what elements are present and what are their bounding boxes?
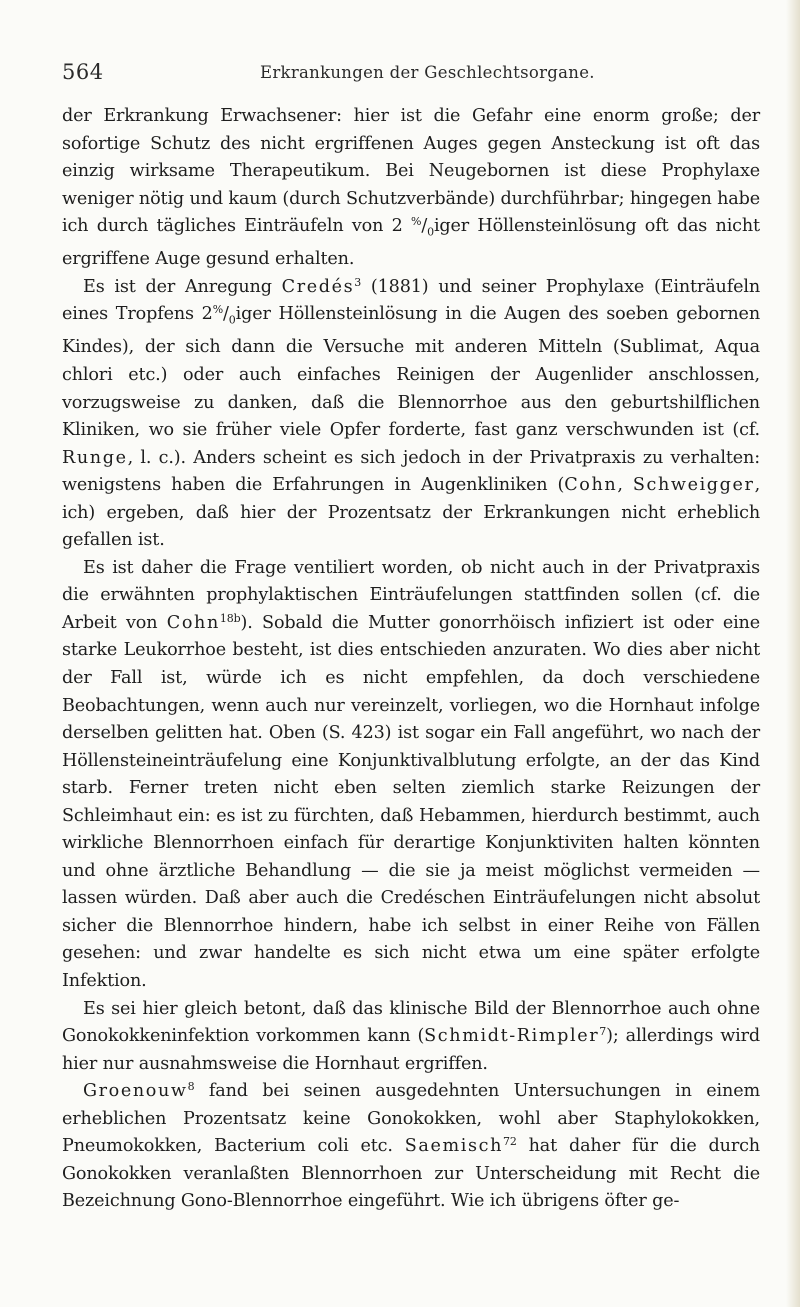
author-name: Groenouw [83, 1081, 188, 1102]
author-name: Cohn [564, 475, 618, 496]
author-name: Schmidt-Rimpler [424, 1026, 600, 1047]
running-head: Erkrankungen der Geschlechtsorgane. [260, 63, 595, 82]
paragraph-3: Es ist daher die Frage ventiliert worden, ob nicht auch in der Privatpraxis die erwähnten prophylaktischen Einträufelungen stattfinden sollen (cf. die Arbeit von Cohn$^{18b}$). Sobald die Mutter gonorrhöisch infiziert ist oder eine starke Leukorrhoe besteht, ist dies entschieden anzuraten. Wo dies aber nicht der Fall ist, würde ich es nicht empfehlen, da doch verschiedene Beobachtungen, wenn auch nur vereinzelt, vorliegen, wo die Hornhaut infolge derselben gelitten hat. Oben (S. 423) ist sogar ein Fall angeführt, wo nach der Höllensteineinträufelung eine Konjunktivalblutung erfolgte, an der das Kind starb. Ferner treten nicht eben selten ziemlich starke Reizungen der Schleimhaut ein: es ist zu fürchten, daß Hebammen, hierdurch bestimmt, auch wirkliche Blennorrhoen einfach für derartige Konjunktiviten halten könnten und ohne ärztliche Behandlung — die sie ja meist möglichst vermeiden — lassen würden. Daß aber auch die Credéschen Einträufelungen nicht absolut sicher die Blennorrhoe hindern, habe ich selbst in einer Reihe von Fällen gesehen: und zwar handelte es sich nicht etwa um eine später erfolgte Infektion. [62, 557, 761, 991]
author-name: Credés [281, 276, 355, 297]
author-name: Saemisch [404, 1136, 503, 1157]
paragraph-4: Es sei hier gleich betont, daß das klinische Bild der Blennorrhoe auch ohne Gonokokkeninfektion vorkommen kann (Schmidt-Rimpler$^7$); allerdings wird hier nur ausnahmsweise die Hornhaut ergriffen. [62, 998, 760, 1074]
author-name: Runge [62, 447, 128, 468]
page-number: 564 [62, 60, 104, 84]
page-edge-shadow [786, 0, 800, 1307]
paragraph-5: Groenouw$^8$ fand bei seinen ausgedehnten Untersuchungen in einem erheblichen Prozentsatz keine Gonokokken, wohl aber Staphylokokken, Pneumokokken, Bacterium coli etc. Saemisch$^{72}$ hat daher für die durch Gonokokken veranlaßten Blennorrhoen zur Unterscheidung mit Recht die Bezeichnung Gono-Blennorrhoe eingeführt. Wie ich übrigens öfter ge- [62, 1080, 760, 1212]
paragraph-2: Es ist der Anregung Credés$^3$ (1881) und seiner Prophylaxe (Einträufeln eines Tropfens $2^{\%}/_0iger$ Höllensteinlösung in die Augen des soeben gebornen Kindes), der sich dann die Versuche mit anderen Mitteln (Sublimat, Aqua chlori etc.) oder auch einfaches Reinigen der Augenlider anschlossen, vorzugsweise zu danken, daß die Blennorrhoe aus den geburtshilflichen Kliniken, wo sie früher viele Opfer forderte, fast ganz verschwunden ist (cf. Runge, l. c.). Anders scheint es sich jedoch in der Privatpraxis zu verhalten: wenigstens haben die Erfahrungen in Augenkliniken (Cohn, Schweigger, ich) ergeben, daß hier der Prozentsatz der Erkrankungen nicht erheblich gefallen ist. [62, 275, 761, 551]
paragraph-1: der Erkrankung Erwachsener: hier ist die Gefahr eine enorm große; der sofortige Schutz des nicht ergriffenen Auges gegen Ansteckung ist oft das einzig wirksame Therapeutikum. Bei Neugebornen ist diese Prophylaxe weniger nötig und kaum (durch Schutzverbände) durchführbar; hingegen habe ich durch tägliches Einträufeln von 2 $^{\%}/_0iger$ Höllensteinlösung oft das nicht ergriffene Auge gesund erhalten. [62, 106, 760, 270]
page-header [62, 60, 762, 100]
author-name: Cohn [166, 612, 220, 633]
author-name: Schweigger [632, 475, 755, 496]
body-text [62, 103, 760, 1216]
